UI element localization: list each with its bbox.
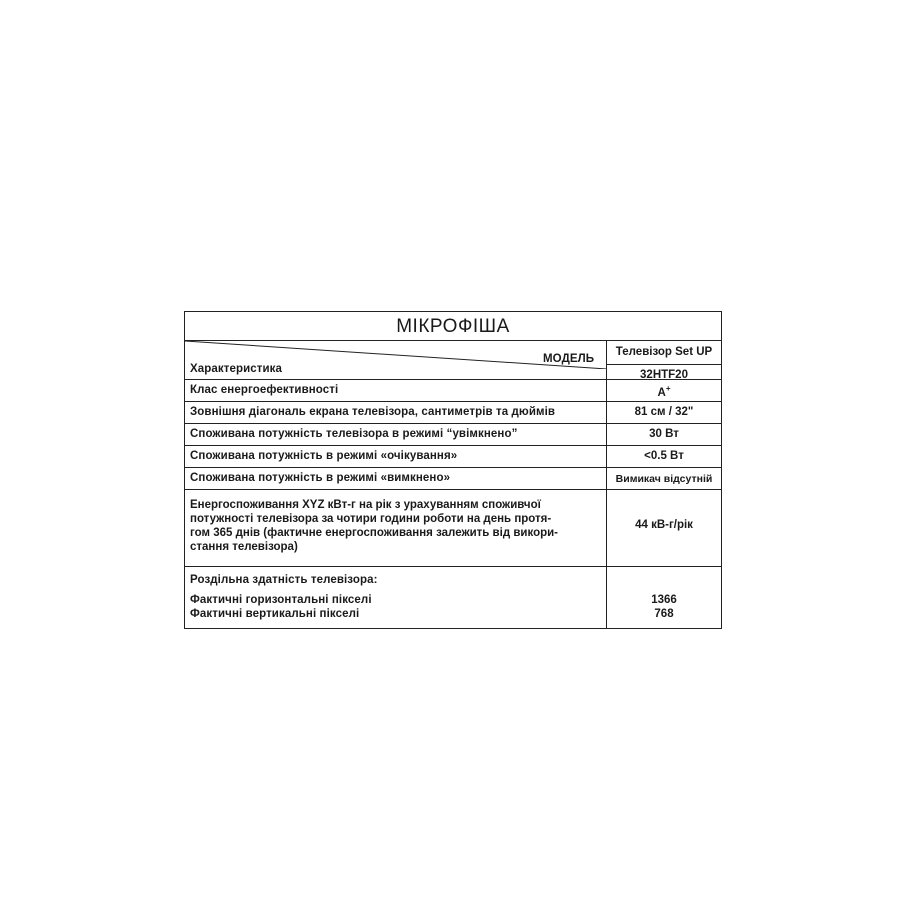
spec-row — [185, 379, 721, 401]
spec-label: Зовнішня діагональ екрана телевізора, сантиметрів та дюймів — [190, 406, 556, 418]
energy-class-plus: + — [665, 384, 671, 393]
vertical-pixels-value: 768 — [654, 608, 674, 620]
energy-consumption-value: 44 кВ-г/рік — [635, 519, 693, 531]
vertical-pixels-label: Фактичні вертикальні пікселі — [190, 608, 360, 620]
spec-value: <0.5 Вт — [644, 450, 684, 462]
spec-label: Споживана потужність в режимі «очікування» — [190, 450, 458, 462]
spec-value: 30 Вт — [649, 428, 679, 440]
spec-value: 81 см / 32" — [634, 406, 694, 418]
horizontal-pixels-label: Фактичні горизонтальні пікселі — [190, 594, 372, 606]
energy-line: потужності телевізора за чотири години роботи на день протя- — [190, 513, 552, 525]
characteristic-label: Характеристика — [190, 363, 283, 375]
spec-row — [185, 467, 721, 489]
product-name: Телевізор Set UP — [615, 346, 713, 358]
microfiche-table — [184, 311, 722, 629]
model-code: 32HTF20 — [640, 369, 688, 381]
spec-row — [185, 401, 721, 423]
spec-label: Споживана потужність телевізора в режимі “увімкнено” — [190, 428, 518, 440]
header-subdivider — [607, 364, 721, 365]
spec-row — [185, 423, 721, 445]
spec-value: Вимикач відсутній — [615, 473, 713, 485]
horizontal-pixels-value: 1366 — [651, 594, 677, 606]
resolution-heading: Роздільна здатність телевізора: — [190, 574, 378, 586]
energy-class-value — [607, 384, 721, 399]
spec-row — [185, 445, 721, 467]
title-row — [185, 312, 721, 340]
energy-class-letter: A — [657, 386, 666, 399]
spec-label: Клас енергоефективності — [190, 384, 339, 396]
resolution-row — [185, 566, 721, 628]
energy-line: гом 365 днів (фактичне енергоспоживання залежить від викори- — [190, 527, 559, 539]
fiche-title: МІКРОФІША — [396, 316, 510, 337]
energy-line: Енергоспоживання XYZ кВт-г на рік з урахуванням споживчої — [190, 499, 541, 511]
model-label: МОДЕЛЬ — [543, 353, 595, 365]
spec-label: Споживана потужність в режимі «вимкнено» — [190, 472, 451, 484]
energy-consumption-text — [190, 498, 600, 554]
energy-consumption-row — [185, 489, 721, 566]
energy-line: стання телевізора) — [190, 541, 298, 553]
